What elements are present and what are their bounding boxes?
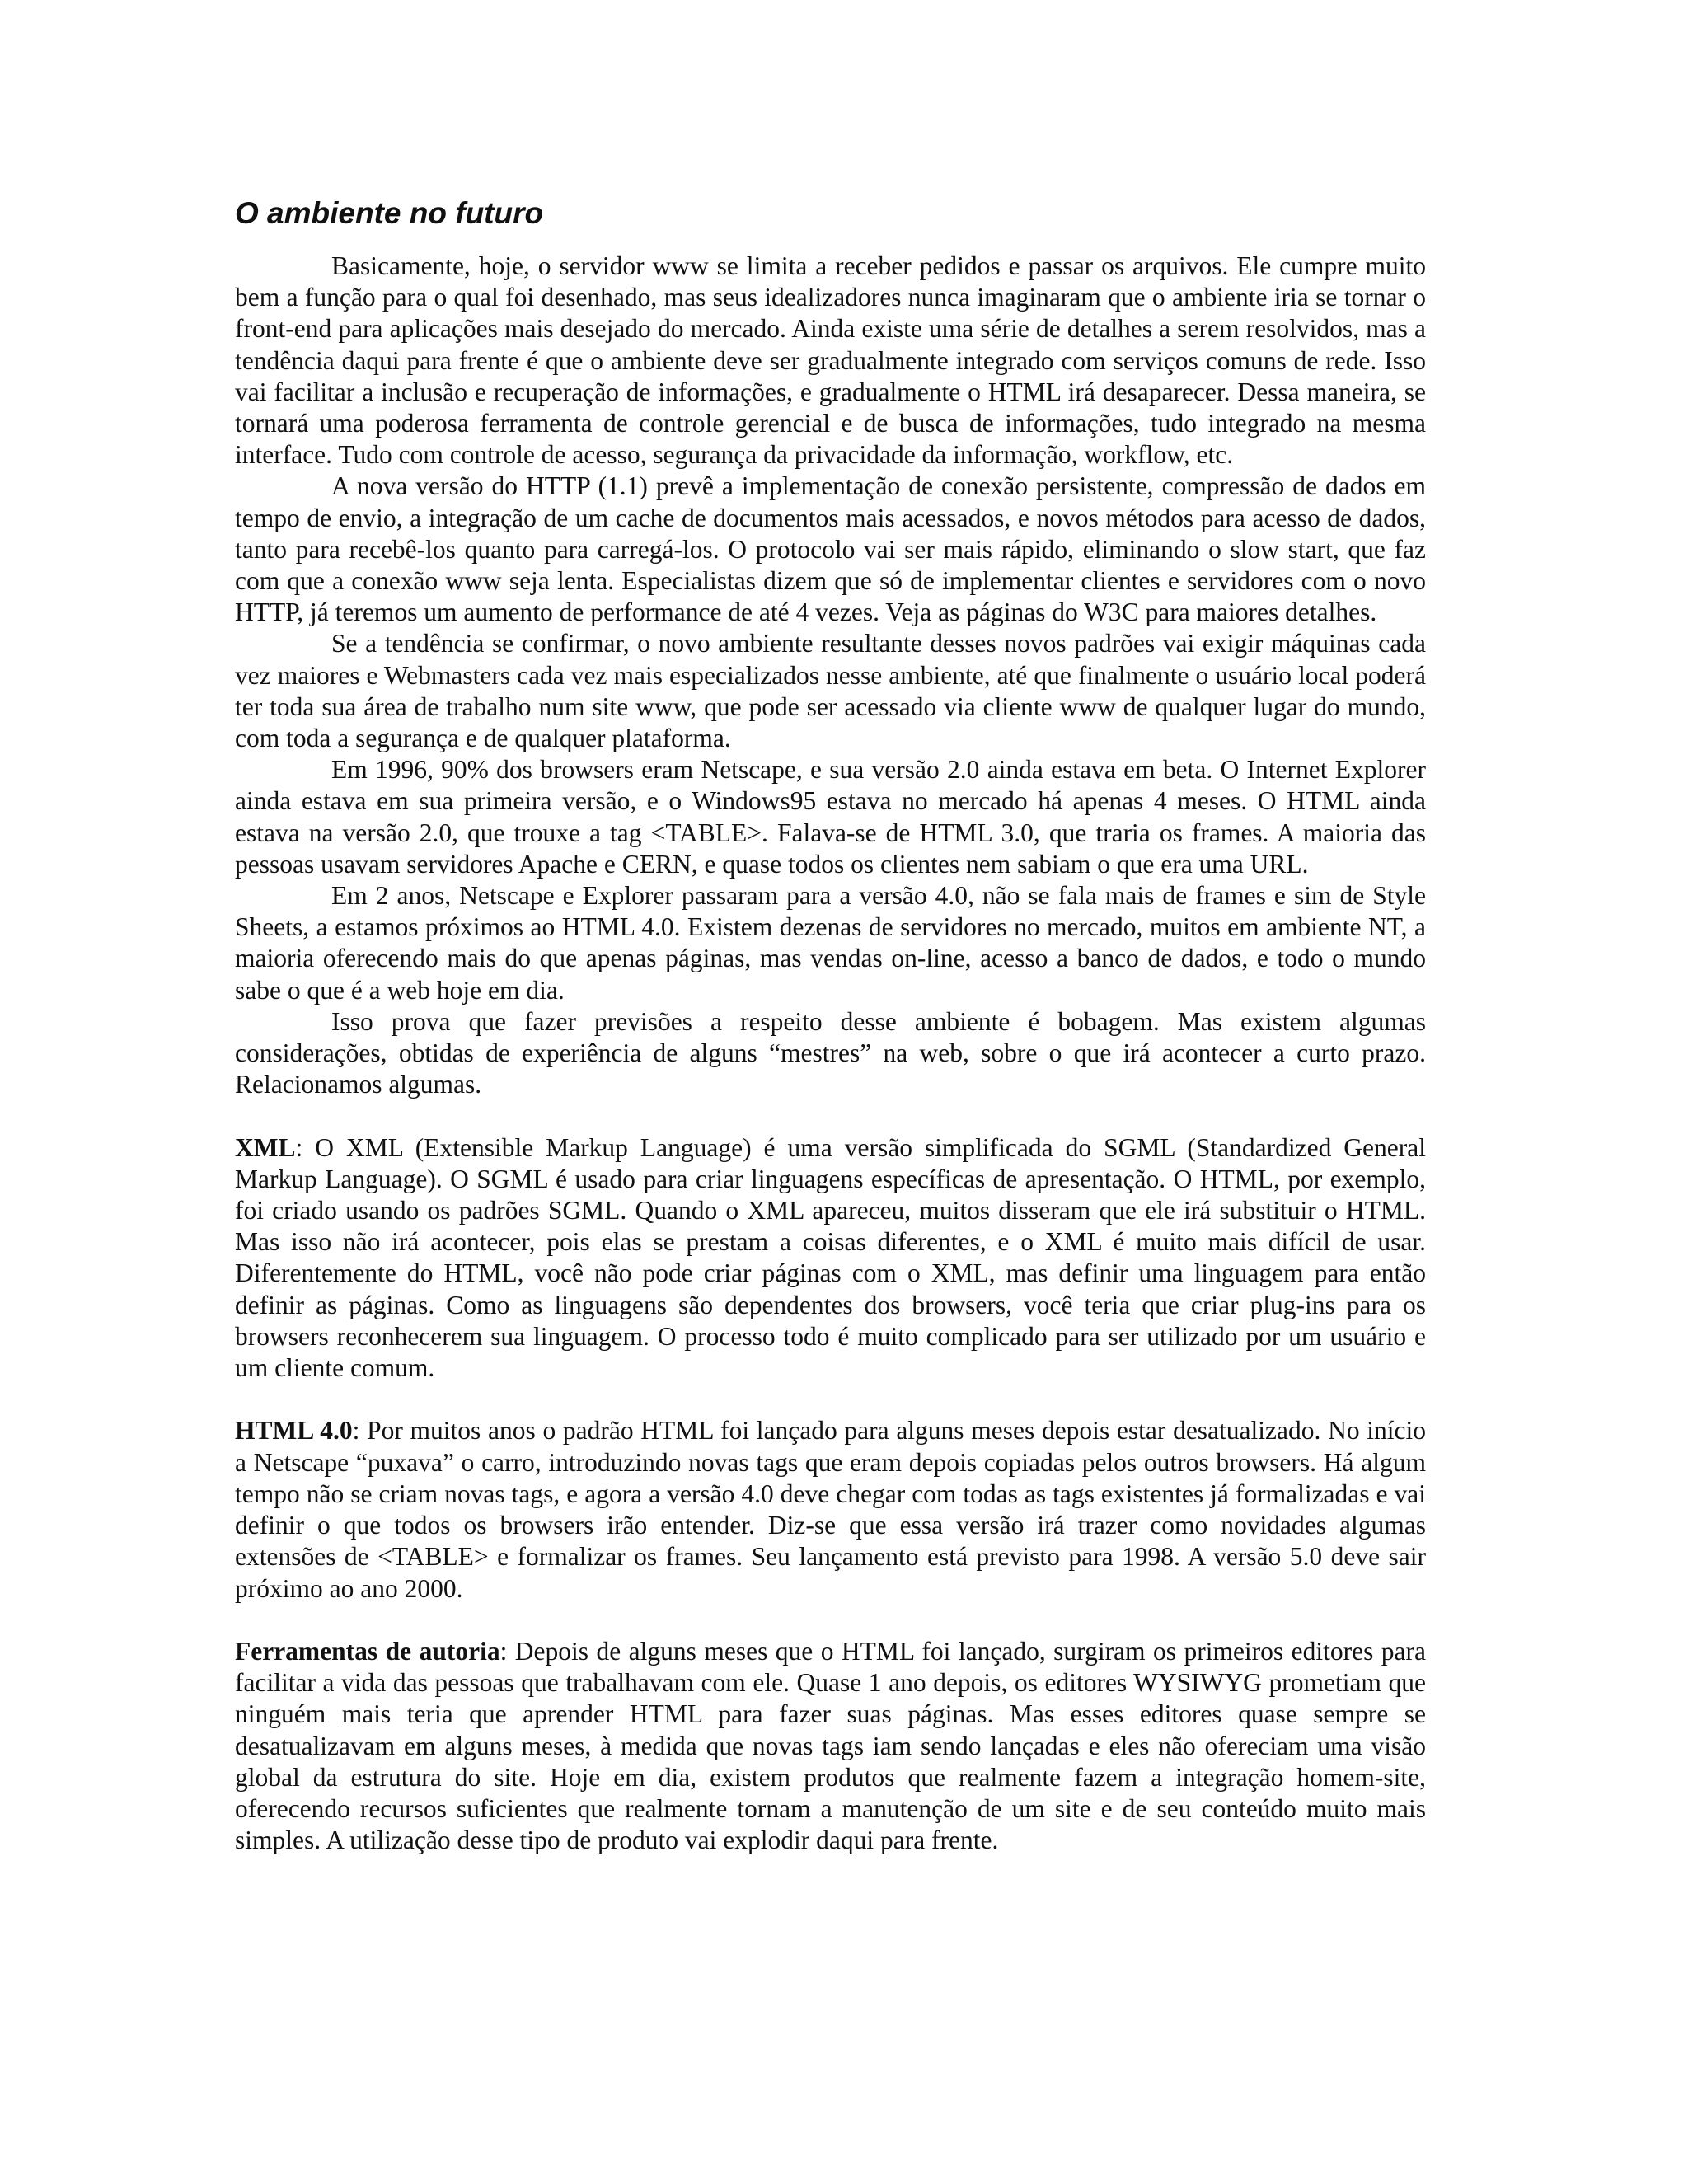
paragraph: Em 2 anos, Netscape e Explorer passaram para a versão 4.0, não se fala mais de frames e sim de Style Sheets, a estamos próximos ao HTML 4.0. Existem dezenas de servidores no mercado, muitos em ambiente NT, a maioria oferecendo mais do que apenas páginas, mas vendas on-line, acesso a banco de dados, e todo o mundo sabe o que é a web hoje em dia. [235,881,1426,1005]
section-term: HTML 4.0 [235,1416,353,1446]
document-body [235,251,1426,1856]
paragraph: A nova versão do HTTP (1.1) prevê a implementação de conexão persistente, compressão de dados em tempo de envio, a integração de um cache de documentos mais acessados, e novos métodos para acesso de dados, tanto para recebê-los quanto para carregá-los. O protocolo vai ser mais rápido, eliminando o slow start, que faz com que a conexão www seja lenta. Especialistas dizem que só de implementar clientes e servidores com o novo HTTP, já teremos um aumento de performance de até 4 vezes. Veja as páginas do W3C para maiores detalhes. [235,471,1426,627]
section-term: Ferramentas de autoria [235,1636,500,1666]
paragraph: Se a tendência se confirmar, o novo ambiente resultante desses novos padrões vai exigir máquinas cada vez maiores e Webmasters cada vez mais especializados nesse ambiente, até que finalmente o usuário local poderá ter toda sua área de trabalho num site www, que pode ser acessado via cliente www de qualquer lugar do mundo, com toda a segurança e de qualquer plataforma. [235,629,1426,753]
section-ferramentas-de-autoria [235,1636,1426,1856]
section-text: : Depois de alguns meses que o HTML foi lançado, surgiram os primeiros editores para facilitar a vida das pessoas que trabalhavam com ele. Quase 1 ano depois, os editores WYSIWYG prometiam que ninguém mais teria que aprender HTML para fazer suas páginas. Mas esses editores quase sempre se desatualizavam em alguns meses, à medida que novas tags iam sendo lançadas e eles não ofereciam uma visão global da estrutura do site. Hoje em dia, existem produtos que realmente fazem a integração homem-site, oferecendo recursos suficientes que realmente tornam a manutenção de um site e de seu conteúdo muito mais simples. A utilização desse tipo de produto vai explodir daqui para frente. [235,1636,1426,1855]
document-page [235,194,1426,1856]
section-term: XML [235,1132,296,1162]
section-text: : O XML (Extensible Markup Language) é uma versão simplificada do SGML (Standardized General Markup Language). O SGML é usado para criar linguagens específicas de apresentação. O HTML, por exemplo, foi criado usando os padrões SGML. Quando o XML apareceu, muitos disseram que ele irá substituir o HTML. Mas isso não irá acontecer, pois elas se prestam a coisas diferentes, e o XML é muito mais difícil de usar. Diferentemente do HTML, você não pode criar páginas com o XML, mas definir uma linguagem para então definir as páginas. Como as linguagens são dependentes dos browsers, você teria que criar plug-ins para os browsers reconhecerem sua linguagem. O processo todo é muito complicado para ser utilizado por um usuário e um cliente comum. [235,1132,1426,1383]
section-html-4 [235,1415,1426,1604]
paragraph: Basicamente, hoje, o servidor www se limita a receber pedidos e passar os arquivos. Ele cumpre muito bem a função para o qual foi desenhado, mas seus idealizadores nunca imaginaram que o ambiente iria se tornar o front-end para aplicações mais desejado do mercado. Ainda existe uma série de detalhes a serem resolvidos, mas a tendência daqui para frente é que o ambiente deve ser gradualmente integrado com serviços comuns de rede. Isso vai facilitar a inclusão e recuperação de informações, e gradualmente o HTML irá desaparecer. Dessa maneira, se tornará uma poderosa ferramenta de controle gerencial e de busca de informações, tudo integrado na mesma interface. Tudo com controle de acesso, segurança da privacidade da informação, workflow, etc. [235,251,1426,470]
section-text: : Por muitos anos o padrão HTML foi lançado para alguns meses depois estar desatualizado. No início a Netscape “puxava” o carro, introduzindo novas tags que eram depois copiadas pelos outros browsers. Há algum tempo não se criam novas tags, e agora a versão 4.0 deve chegar com todas as tags existentes já formalizadas e vai definir o que todos os browsers irão entender. Diz-se que essa versão irá trazer como novidades algumas extensões de <TABLE> e formalizar os frames. Seu lançamento está previsto para 1998. A versão 5.0 deve sair próximo ao ano 2000. [235,1416,1427,1603]
section-xml [235,1132,1426,1385]
paragraph: Em 1996, 90% dos browsers eram Netscape, e sua versão 2.0 ainda estava em beta. O Internet Explorer ainda estava em sua primeira versão, e o Windows95 estava no mercado há apenas 4 meses. O HTML ainda estava na versão 2.0, que trouxe a tag <TABLE>. Falava-se de HTML 3.0, que traria os frames. A maioria das pessoas usavam servidores Apache e CERN, e quase todos os clientes nem sabiam o que era uma URL. [235,755,1426,879]
paragraph: Isso prova que fazer previsões a respeito desse ambiente é bobagem. Mas existem algumas considerações, obtidas de experiência de alguns “mestres” na web, sobre o que irá acontecer a curto prazo. Relacionamos algumas. [235,1006,1426,1099]
page-title: O ambiente no futuro [235,196,544,230]
